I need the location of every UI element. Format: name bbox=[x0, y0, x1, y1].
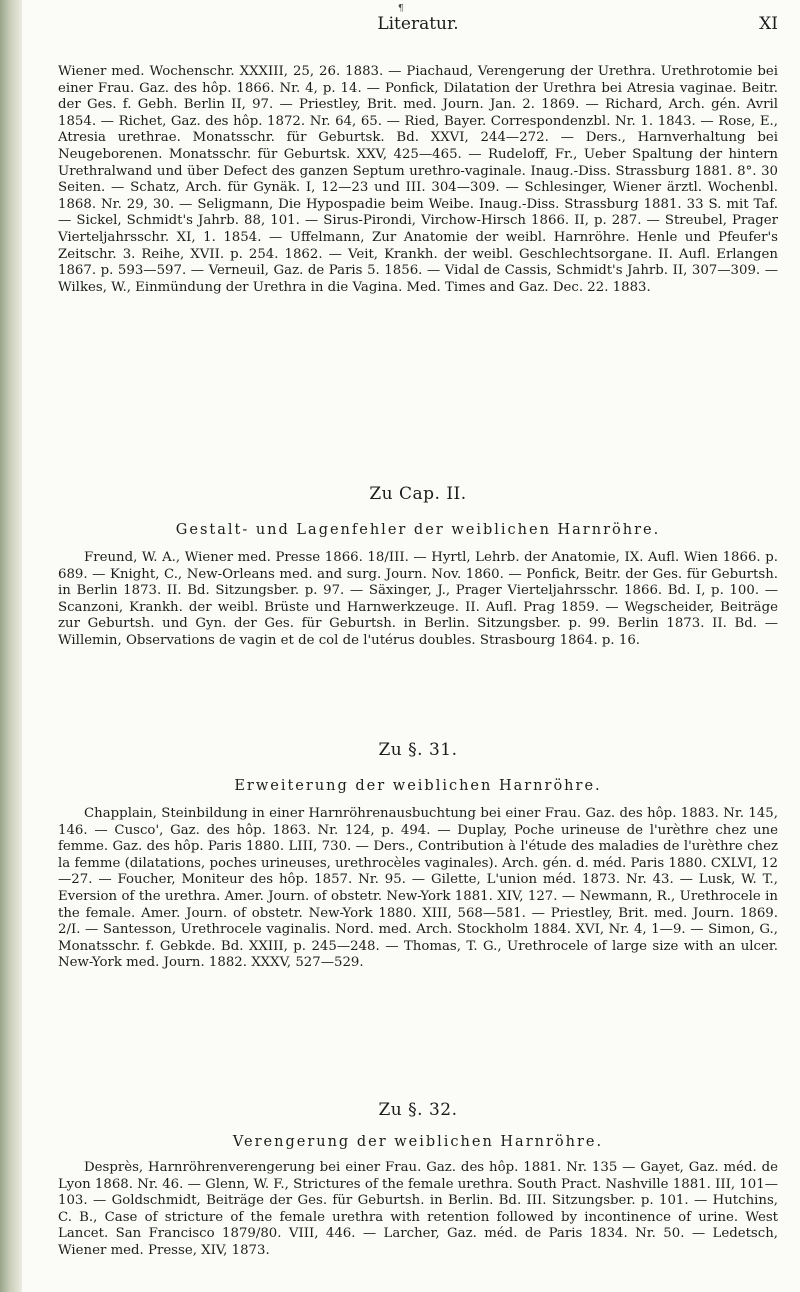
section-cap-2 bbox=[58, 484, 778, 650]
section-heading: Zu Cap. II. bbox=[369, 484, 467, 504]
reference-paragraph: Freund, W. A., Wiener med. Presse 1866. 18/III. — Hyrtl, Lehrb. der Anatomie, IX. Aufl. Wien 1866. p. 689. — Knight, C., New-Orleans med. and surg. Journ. Nov. 1860. — Ponfick, Beitr. der Ges. für Geburtsh. in Berlin 1873. II. Bd. Sitzungsber. p. 97. — Säxinger, J., Prager Vierteljahrsschr. 1866. Bd. I, p. 100. — Scanzoni, Krankh. der weibl. Brüste und Harnwerkzeuge. II. Aufl. Prag 1859. — Wegscheider, Beiträge zur Geburtsh. und Gyn. der Ges. für Geburtsh. in Berlin. Sitzungsber. p. 99. Berlin 1873. II. Bd. — Willemin, Observations de vagin et de col de l'utérus doubles. Strasbourg 1864. p. 16. bbox=[58, 550, 778, 648]
page-number: XI bbox=[759, 14, 778, 34]
section-31 bbox=[58, 740, 778, 972]
ornament-mark: ¶ bbox=[398, 4, 404, 14]
section-subheading: Gestalt- und Lagenfehler der weiblichen Harnröhre. bbox=[175, 522, 661, 538]
section-heading: Zu §. 31. bbox=[378, 740, 458, 760]
page-binding-edge bbox=[0, 0, 22, 1292]
reference-paragraph: Chapplain, Steinbildung in einer Harnröhrenausbuchtung bei einer Frau. Gaz. des hôp. 1883. Nr. 145, 146. — Cusco', Gaz. des hôp. 1863. Nr. 124, p. 494. — Duplay, Poche urineuse de l'urèthre chez une femme. Gaz. des hôp. Paris 1880. LIII, 730. — Ders., Contribution à l'étude des maladies de l'urèthre chez la femme (dilatations, poches urineuses, urethrocèles vaginales). Arch. gén. d. méd. Paris 1880. CXLVI, 12—27. — Foucher, Moniteur des hôp. 1857. Nr. 95. — Gilette, L'union méd. 1873. Nr. 43. — Lusk, W. T., Eversion of the urethra. Amer. Journ. of obstetr. New-York 1881. XIV, 127. — Newmann, R., Urethrocele in the female. Amer. Journ. of obstetr. New-York 1880. XIII, 568—581. — Priestley, Brit. med. Journ. 1869. 2/I. — Santesson, Urethrocele vaginalis. Nord. med. Arch. Stockholm 1884. XVI, Nr. 4, 1—9. — Simon, G., Monatsschr. f. Gebkde. Bd. XXIII, p. 245—248. — Thomas, T. G., Urethrocele of large size with an ulcer. New-York med. Journ. 1882. XXXV, 527—529. bbox=[58, 806, 778, 971]
reference-paragraph: Wiener med. Wochenschr. XXXIII, 25, 26. 1883. — Piachaud, Verengerung der Urethra. Urethrotomie bei einer Frau. Gaz. des hôp. 1866. Nr. 4, p. 14. — Ponfick, Dilatation der Urethra bei Atresia vaginae. Beitr. der Ges. f. Gebh. Berlin II, 97. — Priestley, Brit. med. Journ. Jan. 2. 1869. — Richard, Arch. gén. Avril 1854. — Richet, Gaz. des hôp. 1872. Nr. 64, 65. — Ried, Bayer. Correspondenzbl. Nr. 1. 1843. — Rose, E., Atresia urethrae. Monatsschr. für Geburtsk. Bd. XXVI, 244—272. — Ders., Harnverhaltung bei Neugeborenen. Monatsschr. für Geburtsk. XXV, 425—465. — Rudeloff, Fr., Ueber Spaltung der hintern Urethralwand und über Defect des ganzen Septum urethro-vaginale. Inaug.-Diss. Strassburg 1881. 8°. 30 Seiten. — Schatz, Arch. für Gynäk. I, 12—23 und III. 304—309. — Schlesinger, Wiener ärztl. Wochenbl. 1868. Nr. 29, 30. — Seligmann, Die Hypospadie beim Weibe. Inaug.-Diss. Strassburg 1881. 33 S. mit Taf. — Sickel, Schmidt's Jahrb. 88, 101. — Sirus-Pirondi, Virchow-Hirsch 1866. II, p. 287. — Streubel, Prager Vierteljahrsschr. XI, 1. 1854. — Uffelmann, Zur Anatomie der weibl. Harnröhre. Henle und Pfeufer's Zeitschr. 3. Reihe, XVII. p. 254. 1862. — Veit, Krankh. der weibl. Geschlechtsorgane. II. Aufl. Erlangen 1867. p. 593—597. — Verneuil, Gaz. de Paris 5. 1856. — Vidal de Cassis, Schmidt's Jahrb. II, 307—309. — Wilkes, W., Einmündung der Urethra in die Vagina. Med. Times and Gaz. Dec. 22. 1883. bbox=[58, 64, 778, 295]
running-head bbox=[58, 4, 778, 38]
running-head-title: Literatur. bbox=[377, 14, 459, 34]
reference-paragraph: Desprès, Harnröhrenverengerung bei einer Frau. Gaz. des hôp. 1881. Nr. 135 — Gayet, Gaz. méd. de Lyon 1868. Nr. 46. — Glenn, W. F., Strictures of the female urethra. South Pract. Nashville 1881. III, 101—103. — Goldschmidt, Beiträge der Ges. für Geburtsh. in Berlin. Bd. III. Sitzungsber. p. 101. — Hutchins, C. B., Case of stricture of the female urethra with retention followed by incontinence of urine. West Lancet. San Francisco 1879/80. VIII, 446. — Larcher, Gaz. méd. de Paris 1834. Nr. 50. — Ledetsch, Wiener med. Presse, XIV, 1873. bbox=[58, 1160, 778, 1258]
section-subheading: Verengerung der weiblichen Harnröhre. bbox=[232, 1134, 604, 1150]
section-subheading: Erweiterung der weiblichen Harnröhre. bbox=[234, 778, 602, 794]
section-32 bbox=[58, 1100, 778, 1260]
section-heading: Zu §. 32. bbox=[378, 1100, 458, 1120]
references-block-1 bbox=[58, 64, 778, 296]
